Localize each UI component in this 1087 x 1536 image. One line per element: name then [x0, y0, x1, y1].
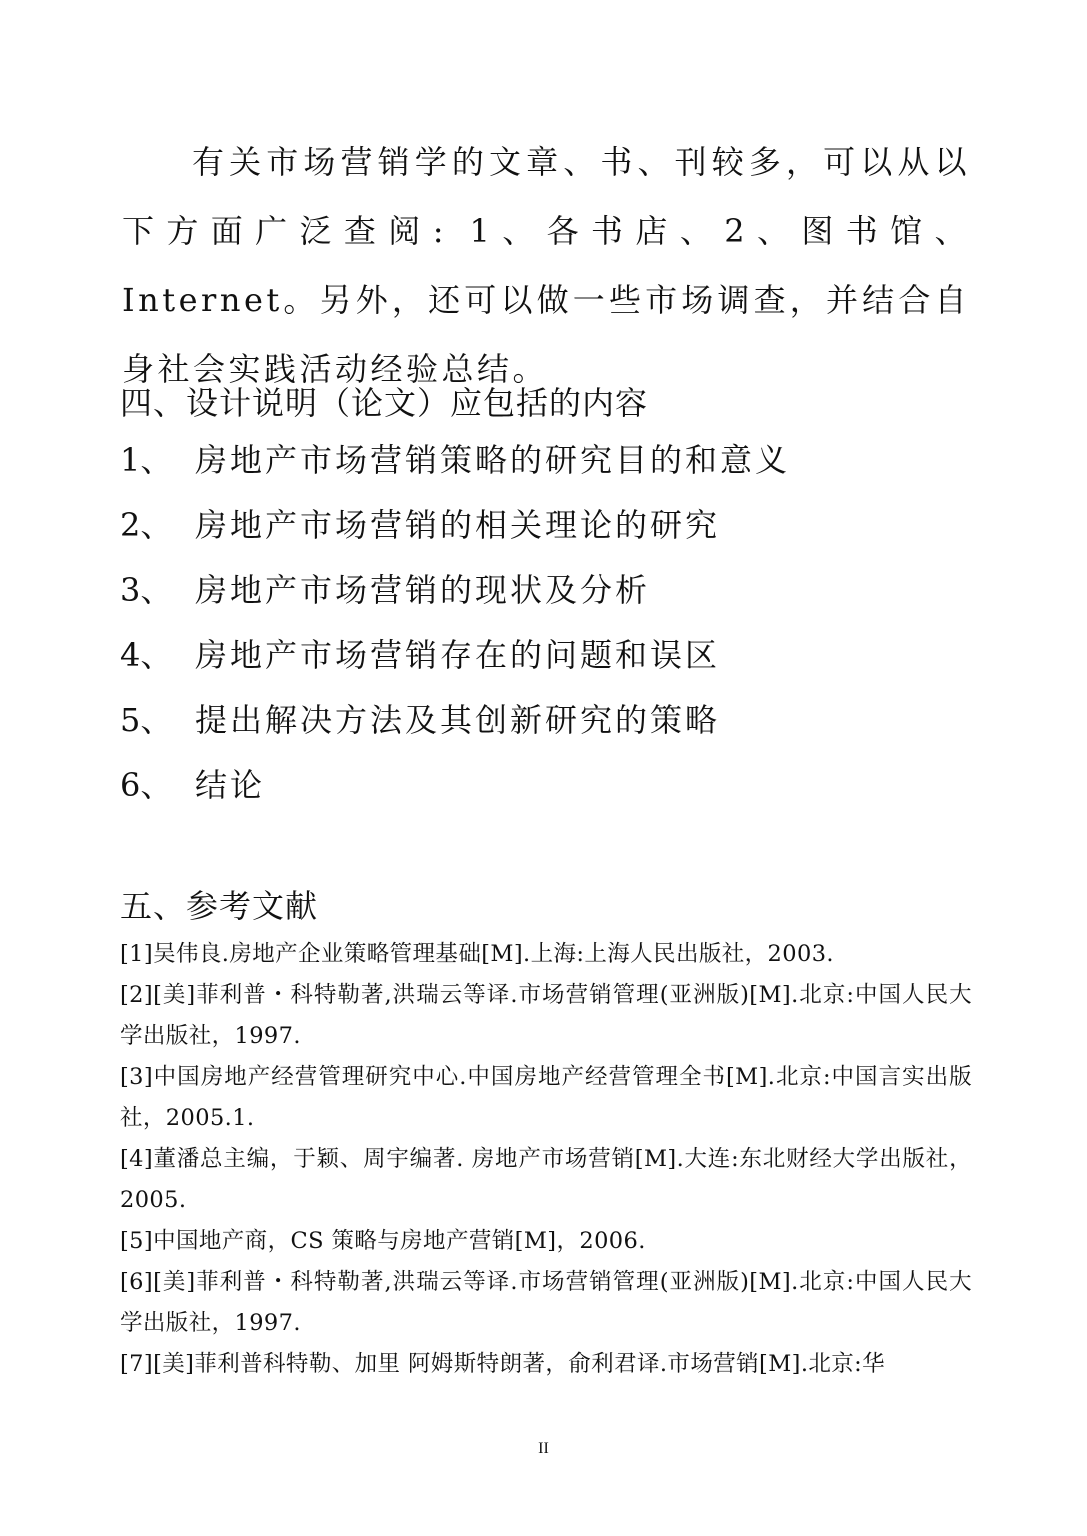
section-4-heading: 四、设计说明（论文）应包括的内容: [120, 384, 649, 422]
list-item-number: 4、: [120, 636, 173, 674]
intro-paragraph: 有关市场营销学的文章、书、刊较多，可以从以下方面广泛查阅: 1、各书店、2、图书馆、Internet。另外，还可以做一些市场调查，并结合自身社会实践活动经验总结。: [122, 143, 970, 388]
reference-entry: [1]吴伟良.房地产企业策略管理基础[M].上海:上海人民出版社，2003.: [120, 941, 834, 967]
list-item: [120, 695, 790, 760]
list-item-number: 1、: [120, 441, 173, 479]
list-item-text: 提出解决方法及其创新研究的策略: [195, 701, 721, 739]
reference-entry: [7][美]菲利普科特勒、加里 阿姆斯特朗著，俞利君译.市场营销[M].北京:华: [120, 1351, 886, 1377]
reference-entry: [2][美]菲利普・科特勒著,洪瑞云等译.市场营销管理(亚洲版)[M].北京:中国人民大学出版社，1997.: [120, 982, 972, 1049]
list-item: [120, 435, 790, 500]
contents-list: [120, 435, 790, 825]
list-item-text: 房地产市场营销的现状及分析: [195, 571, 651, 609]
list-item-number: 6、: [120, 766, 173, 804]
reference-list: [120, 934, 972, 1385]
reference-entry: [5]中国地产商，CS 策略与房地产营销[M]，2006.: [120, 1228, 646, 1254]
list-item-text: 房地产市场营销的相关理论的研究: [195, 506, 721, 544]
list-item-number: 2、: [120, 506, 173, 544]
list-item-text: 结论: [195, 766, 266, 804]
reference-entry: [3]中国房地产经营管理研究中心.中国房地产经营管理全书[M].北京:中国言实出版社，2005.1.: [120, 1064, 972, 1131]
list-item-text: 房地产市场营销存在的问题和误区: [195, 636, 721, 674]
list-item-text: 房地产市场营销策略的研究目的和意义: [195, 441, 791, 479]
section-5-heading: 五、参考文献: [120, 887, 319, 925]
reference-entry: [4]董潘总主编，于颖、周宇编著. 房地产市场营销[M].大连:东北财经大学出版社，2005.: [120, 1146, 972, 1213]
list-item: [120, 630, 790, 695]
list-item-number: 5、: [120, 701, 173, 739]
page-number: II: [538, 1440, 549, 1457]
list-item: [120, 565, 790, 630]
list-item-number: 3、: [120, 571, 173, 609]
list-item: [120, 760, 790, 825]
list-item: [120, 500, 790, 565]
reference-entry: [6][美]菲利普・科特勒著,洪瑞云等译.市场营销管理(亚洲版)[M].北京:中国人民大学出版社，1997.: [120, 1269, 972, 1336]
